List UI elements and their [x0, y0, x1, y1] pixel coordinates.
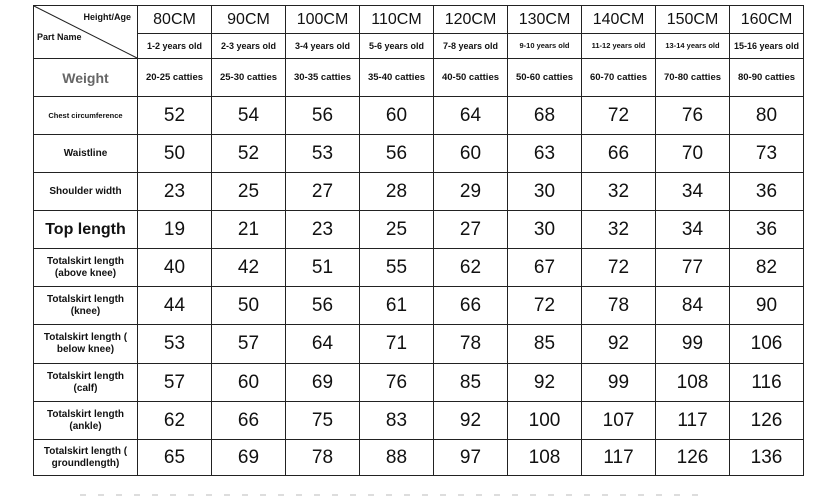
weight-value: 60-70 catties	[582, 59, 656, 97]
measurement-value: 72	[508, 287, 582, 325]
weight-value: 70-80 catties	[656, 59, 730, 97]
measurement-value: 80	[730, 97, 804, 135]
measurement-value: 126	[730, 402, 804, 440]
measurement-value: 32	[582, 173, 656, 211]
measurement-value: 66	[212, 402, 286, 440]
measurement-value: 60	[212, 364, 286, 402]
age-header: 9-10 years old	[508, 34, 582, 59]
measurement-value: 52	[138, 97, 212, 135]
measurement-value: 60	[360, 97, 434, 135]
measurement-value: 61	[360, 287, 434, 325]
size-header: 150CM	[656, 6, 730, 34]
measurement-value: 92	[582, 325, 656, 364]
weight-value: 20-25 catties	[138, 59, 212, 97]
measurement-value: 69	[286, 364, 360, 402]
age-header-row	[34, 34, 804, 59]
measurement-value: 53	[138, 325, 212, 364]
measurement-value: 85	[434, 364, 508, 402]
weight-value: 30-35 catties	[286, 59, 360, 97]
part-name-cell: Chest circumference	[34, 97, 138, 135]
measurement-value: 77	[656, 249, 730, 287]
measurement-value: 64	[286, 325, 360, 364]
weight-row	[34, 59, 804, 97]
weight-label: Weight	[34, 59, 138, 97]
measurement-value: 25	[212, 173, 286, 211]
measurement-value: 117	[582, 440, 656, 476]
measurement-value: 84	[656, 287, 730, 325]
measurement-value: 34	[656, 173, 730, 211]
measurement-value: 57	[138, 364, 212, 402]
measurement-value: 68	[508, 97, 582, 135]
measurement-value: 117	[656, 402, 730, 440]
measurement-row	[34, 325, 804, 364]
measurement-value: 66	[582, 135, 656, 173]
measurement-value: 50	[212, 287, 286, 325]
measurement-value: 23	[286, 211, 360, 249]
measurement-value: 90	[730, 287, 804, 325]
measurement-value: 30	[508, 173, 582, 211]
size-header: 160CM	[730, 6, 804, 34]
part-name-cell: Totalskirt length (calf)	[34, 364, 138, 402]
measurement-value: 62	[434, 249, 508, 287]
measurement-value: 50	[138, 135, 212, 173]
measurement-value: 53	[286, 135, 360, 173]
measurement-value: 72	[582, 249, 656, 287]
measurement-value: 136	[730, 440, 804, 476]
measurement-value: 66	[434, 287, 508, 325]
part-name-cell: Totalskirt length ( groundlength)	[34, 440, 138, 476]
size-header: 140CM	[582, 6, 656, 34]
measurement-value: 44	[138, 287, 212, 325]
part-name-cell: Totalskirt length (ankle)	[34, 402, 138, 440]
size-header: 90CM	[212, 6, 286, 34]
measurement-row	[34, 173, 804, 211]
measurement-value: 56	[286, 97, 360, 135]
faint-footer-text	[80, 494, 700, 496]
measurement-value: 99	[656, 325, 730, 364]
measurement-value: 71	[360, 325, 434, 364]
weight-value: 25-30 catties	[212, 59, 286, 97]
age-header: 11-12 years old	[582, 34, 656, 59]
measurement-value: 62	[138, 402, 212, 440]
measurement-value: 78	[582, 287, 656, 325]
measurement-value: 27	[434, 211, 508, 249]
measurement-row	[34, 287, 804, 325]
measurement-value: 21	[212, 211, 286, 249]
part-name-cell: Totalskirt length (knee)	[34, 287, 138, 325]
measurement-value: 36	[730, 173, 804, 211]
size-chart-table	[33, 5, 804, 476]
measurement-value: 64	[434, 97, 508, 135]
measurement-value: 69	[212, 440, 286, 476]
measurement-value: 92	[508, 364, 582, 402]
measurement-value: 27	[286, 173, 360, 211]
measurement-value: 78	[434, 325, 508, 364]
measurement-value: 83	[360, 402, 434, 440]
measurement-value: 54	[212, 97, 286, 135]
measurement-value: 108	[508, 440, 582, 476]
age-header: 3-4 years old	[286, 34, 360, 59]
corner-header-cell	[34, 6, 138, 59]
measurement-value: 57	[212, 325, 286, 364]
age-header: 15-16 years old	[730, 34, 804, 59]
age-header: 5-6 years old	[360, 34, 434, 59]
part-name-cell: Top length	[34, 211, 138, 249]
measurement-value: 85	[508, 325, 582, 364]
measurement-value: 55	[360, 249, 434, 287]
measurement-value: 30	[508, 211, 582, 249]
measurement-value: 72	[582, 97, 656, 135]
measurement-value: 51	[286, 249, 360, 287]
age-header: 1-2 years old	[138, 34, 212, 59]
measurement-value: 25	[360, 211, 434, 249]
measurement-value: 36	[730, 211, 804, 249]
weight-value: 50-60 catties	[508, 59, 582, 97]
part-name-cell: Waistline	[34, 135, 138, 173]
part-name-cell: Totalskirt length (above knee)	[34, 249, 138, 287]
height-age-label: Height/Age	[83, 12, 131, 22]
measurement-row	[34, 440, 804, 476]
measurement-value: 108	[656, 364, 730, 402]
size-header: 80CM	[138, 6, 212, 34]
size-header-row	[34, 6, 804, 34]
measurement-value: 92	[434, 402, 508, 440]
measurement-value: 40	[138, 249, 212, 287]
measurement-value: 34	[656, 211, 730, 249]
measurement-value: 106	[730, 325, 804, 364]
weight-value: 35-40 catties	[360, 59, 434, 97]
measurement-row	[34, 249, 804, 287]
measurement-value: 100	[508, 402, 582, 440]
measurement-value: 56	[360, 135, 434, 173]
measurement-value: 28	[360, 173, 434, 211]
measurement-value: 56	[286, 287, 360, 325]
measurement-value: 76	[656, 97, 730, 135]
measurement-value: 78	[286, 440, 360, 476]
measurement-row	[34, 135, 804, 173]
part-name-cell: Totalskirt length ( below knee)	[34, 325, 138, 364]
measurement-value: 99	[582, 364, 656, 402]
measurement-value: 23	[138, 173, 212, 211]
age-header: 13-14 years old	[656, 34, 730, 59]
measurement-row	[34, 364, 804, 402]
age-header: 7-8 years old	[434, 34, 508, 59]
measurement-value: 88	[360, 440, 434, 476]
measurement-value: 107	[582, 402, 656, 440]
measurement-value: 76	[360, 364, 434, 402]
measurement-value: 73	[730, 135, 804, 173]
weight-value: 40-50 catties	[434, 59, 508, 97]
measurement-row	[34, 97, 804, 135]
measurement-value: 82	[730, 249, 804, 287]
measurement-value: 126	[656, 440, 730, 476]
measurement-value: 63	[508, 135, 582, 173]
measurement-value: 52	[212, 135, 286, 173]
measurement-value: 32	[582, 211, 656, 249]
measurement-value: 19	[138, 211, 212, 249]
size-header: 110CM	[360, 6, 434, 34]
measurement-row	[34, 402, 804, 440]
size-header: 130CM	[508, 6, 582, 34]
measurement-value: 97	[434, 440, 508, 476]
measurement-value: 67	[508, 249, 582, 287]
measurement-value: 60	[434, 135, 508, 173]
measurement-value: 42	[212, 249, 286, 287]
measurement-value: 29	[434, 173, 508, 211]
measurement-value: 116	[730, 364, 804, 402]
measurement-value: 75	[286, 402, 360, 440]
measurement-value: 70	[656, 135, 730, 173]
measurement-row	[34, 211, 804, 249]
part-name-cell: Shoulder width	[34, 173, 138, 211]
size-header: 100CM	[286, 6, 360, 34]
size-header: 120CM	[434, 6, 508, 34]
age-header: 2-3 years old	[212, 34, 286, 59]
weight-value: 80-90 catties	[730, 59, 804, 97]
part-name-label: Part Name	[37, 32, 82, 42]
measurement-value: 65	[138, 440, 212, 476]
